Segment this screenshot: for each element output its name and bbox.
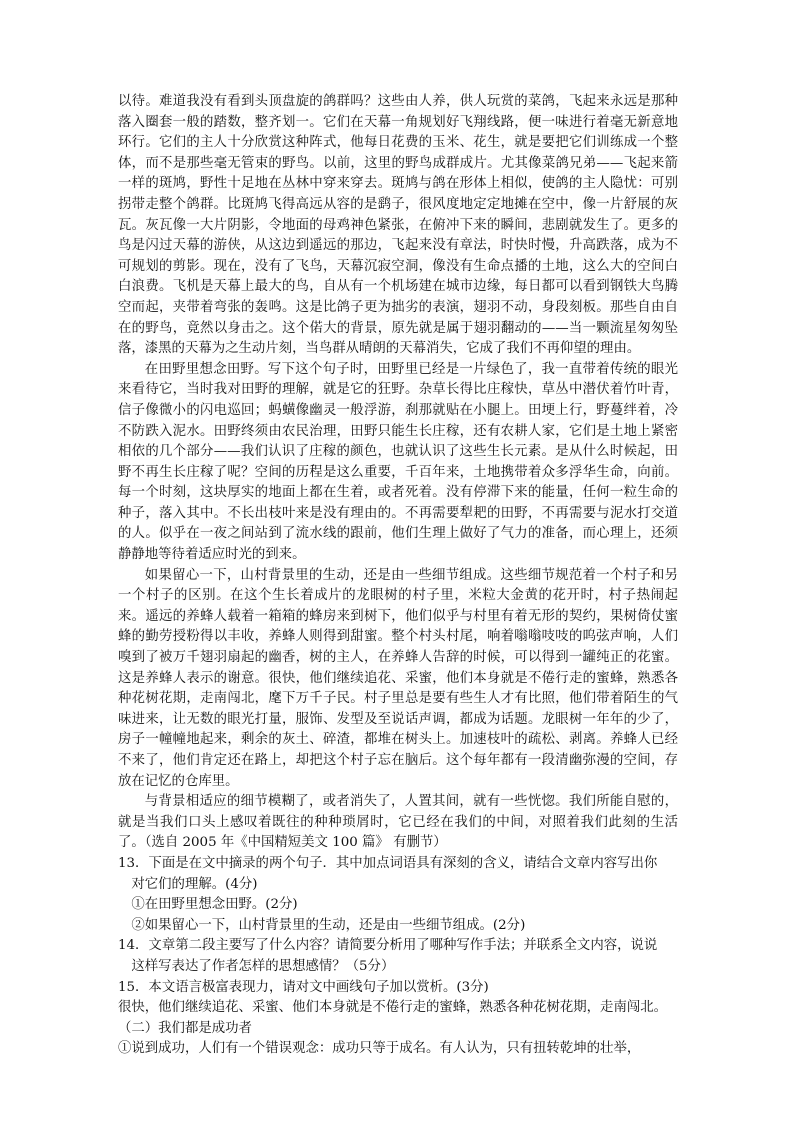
question-15: 15．本文语言极富表现力，请对文中画线句子加以赏析。(3分) — [118, 979, 489, 995]
question-13-item-1: ①在田野里想念田野。(2分) — [131, 897, 298, 913]
question-13-item-2: ②如果留心一下，山村背景里的生动，还是由一些细节组成。(2分) — [131, 917, 526, 933]
document-page — [118, 92, 678, 1060]
question-13-continued: 对它们的理解。(4分) — [131, 876, 258, 892]
question-14-continued: 这样写表达了作者怎样的思想感情？（5分） — [131, 958, 395, 974]
paragraph-1: 以待。难道我没有看到头顶盘旋的鸽群吗？这些由人养，供人玩赏的菜鸽，飞起来永远是那种落入圈套一般的踏数，整齐划一。它们在天幕一角规划好飞翔线路，便一味进行着毫无新意地环行。它们的主人十分欣赏这种阵式，他每日花费的玉米、花生，就是要把它们训练成一个整体，而不是那些毫无管束的野鸟。以前，这里的野鸟成群成片。尤其像菜鸽兄弟——飞起来箭一样的斑鸠，野性十足地在丛林中穿来穿去。斑鸠与鸽在形体上相似，使鸽的主人隐忧：可别拐带走整个鸽群。比斑鸠飞得高远从容的是鹞子，很风度地定定地摊在空中，像一片舒展的灰瓦。灰瓦像一大片阴影，令地面的母鸡神色紧张，在俯冲下来的瞬间，悲剧就发生了。更多的鸟是闪过天幕的游侠，从这边到遥远的那边，飞起来没有章法，时快时慢，升高跌落，成为不可规划的剪影。现在，没有了飞鸟，天幕沉寂空洞，像没有生命点播的土地，这么大的空间白白浪费。飞机是天幕上最大的鸟，自从有一个机场建在城市边缘，每日都可以看到钢铁大鸟腾空而起，夹带着弯张的轰鸣。这是比鸽子更为拙劣的表演，翅羽不动，身段刻板。那些自由自在的野鸟，竟然以身击之。这个偌大的背景，原先就是属于翅羽翻动的——当一颗流星匆匆坠落，漆黑的天幕为之生动片刻，当鸟群从晴朗的天幕消失，它成了我们不再仰望的理由。 — [118, 94, 678, 357]
paragraph-4: 与背景相适应的细节模糊了，或者消失了，人置其间，就有一些恍惚。我们所能自慰的，就是当我们口头上感叹着既往的种种琐屑时，它已经在我们的中间，对照着我们此刻的生活了。（选自 2005 年《中国精短美文 100 篇》 有删节） — [118, 794, 678, 851]
paragraph-3: 如果留心一下，山村背景里的生动，还是由一些细节组成。这些细节规范着一个村子和另一个村子的区别。在这个生长着成片的龙眼树的村子里，米粒大金黄的花开时，村子热闹起来。遥远的养蜂人载着一箱箱的蜂房来到树下，他们似乎与村里有着无形的契约，果树倚仗蜜蜂的勤劳授粉得以丰收，养蜂人则得到甜蜜。整个村头村尾，响着嗡嗡吱吱的呜弦声响，人们嗅到了被万千翅羽扇起的幽香，树的主人，在养蜂人告辞的时候，可以得到一罐纯正的花蜜。这是养蜂人表示的谢意。很快，他们继续追花、采蜜，他们本身就是不倦行走的蜜蜂，熟悉各种花树花期，走南闯北，麾下万千子民。村子里总是要有些生人才有比照，他们带着陌生的气味进来，让无数的眼光打量，服饰、发型及至说话声调，都成为话题。龙眼树一年年的少了，房子一幢幢地起来，剩余的灰土、碎渣，都堆在树头上。加速枝叶的疏松、剥离。养蜂人已经不来了，他们肯定还在路上，却把这个村子忘在脑后。这个每年都有一段清幽弥漫的空间，存放在记忆的仓库里。 — [118, 567, 678, 789]
section-2-paragraph-1: ①说到成功，人们有一个错误观念：成功只等于成名。有人认为，只有扭转乾坤的壮举， — [118, 1041, 641, 1057]
question-15-quoted-sentence: 很快，他们继续追花、采蜜、他们本身就是不倦行走的蜜蜂，熟悉各种花树花期，走南闯北。 — [118, 1000, 668, 1016]
section-2-heading: （二）我们都是成功者 — [118, 1020, 252, 1036]
question-13: 13．下面是在文中摘录的两个句子．其中加点词语具有深刻的含义，请结合文章内容写出你 — [118, 855, 658, 871]
question-14: 14．文章第二段主要写了什么内容？请简要分析用了哪种写作手法；并联系全文内容，说说 — [118, 938, 658, 954]
paragraph-2: 在田野里想念田野。写下这个句子时，田野里已经是一片绿色了，我一直带着传统的眼光来看待它，当时我对田野的理解，就是它的狂野。杂草长得比庄稼快，草丛中潜伏着竹叶青，信子像微小的闪电巡回；蚂蟥像幽灵一般浮游，刹那就贴在小腿上。田埂上行，野蔓绊着，冷不防跌入泥水。田野终须由农民治理，田野只能生长庄稼，还有农耕人家，它们是土地上紧密相依的几个部分——我们认识了庄稼的颜色，也就认识了这些生长元素。是从什么时候起，田野不再生长庄稼了呢？空间的历程是这么重要，千百年来，土地携带着众多浮华生命，向前。每一个时刻，这块厚实的地面上都在生着，或者死着。没有停滞下来的能量，任何一粒生命的种子，落入其中。不长出枝叶来是没有理由的。不再需要犁耙的田野，不再需要与泥水打交道的人。似乎在一夜之间站到了流水线的跟前，他们生理上做好了气力的准备，而心理上，还须静静地等待着适应时光的到来。 — [118, 361, 678, 563]
